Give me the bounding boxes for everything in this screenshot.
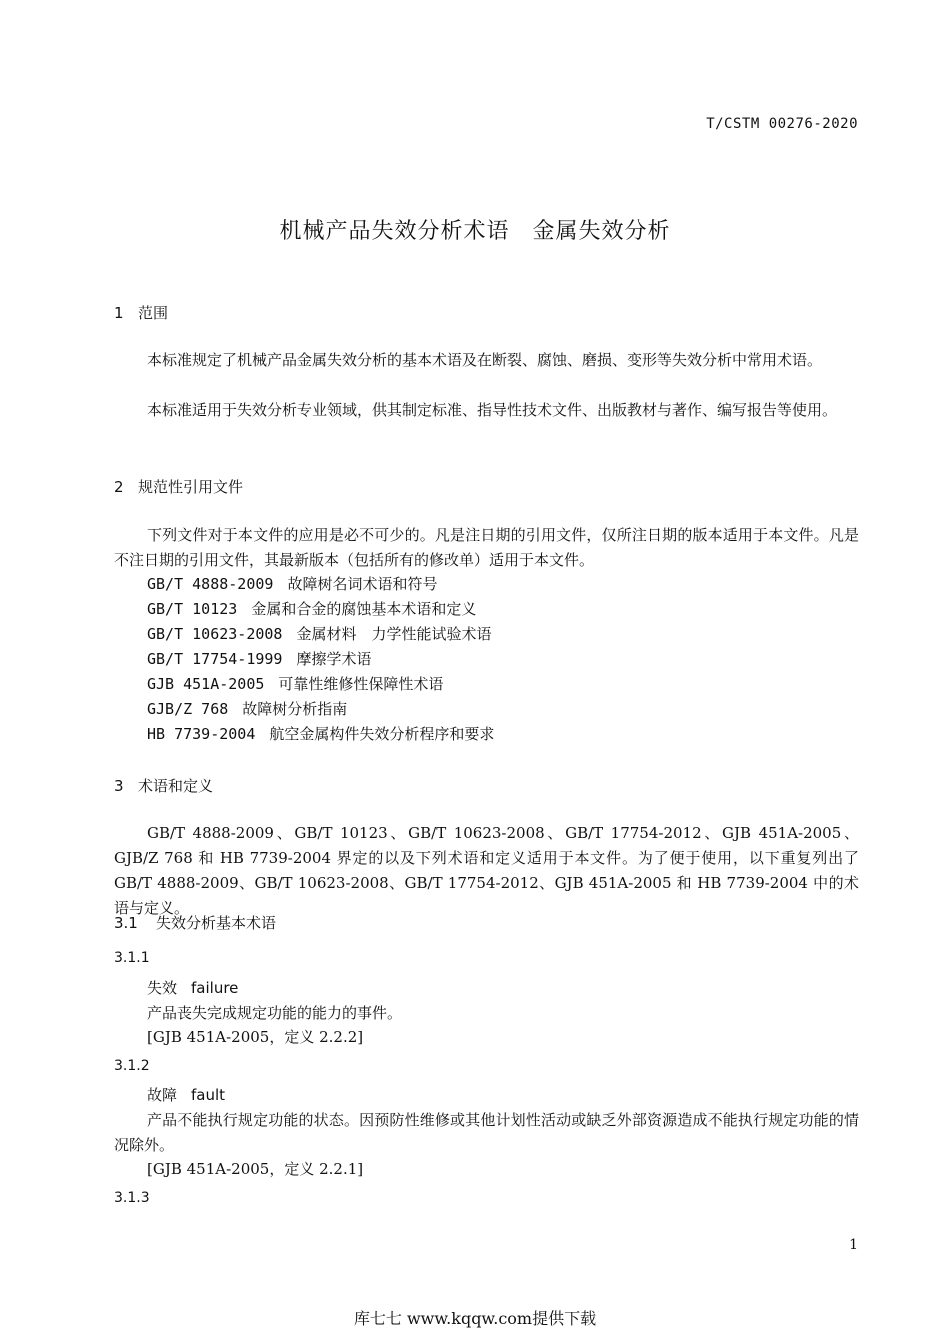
section-heading-scope <box>114 302 168 323</box>
reference-code: GJB/Z 768 <box>147 700 229 718</box>
reference-code: GB/T 17754-1999 <box>147 650 283 668</box>
reference-code: GB/T 10623-2008 <box>147 625 283 643</box>
subsection-number: 3.1 <box>114 914 138 932</box>
reference-item <box>147 598 476 619</box>
section-number: 1 <box>114 304 124 322</box>
scope-paragraph-2: 本标准适用于失效分析专业领域，供其制定标准、指导性技术文件、出版教材与著作、编写报告等使用。 <box>147 401 838 419</box>
term-number: 3.1.3 <box>114 1190 150 1206</box>
document-code: T/CSTM 00276-2020 <box>706 116 858 132</box>
reference-title: 可靠性维修性保障性术语 <box>278 675 444 693</box>
document-title: 机械产品失效分析术语 金属失效分析 <box>279 219 671 244</box>
section-heading-normative-refs <box>114 476 243 497</box>
reference-title: 摩擦学术语 <box>296 650 372 668</box>
section-number: 3 <box>114 777 124 795</box>
download-footer: 库七七 www.kqqw.com提供下载 <box>353 1309 597 1328</box>
term-definition: 产品不能执行规定功能的状态。因预防性维修或其他计划性活动或缺乏外部资源造成不能执行规定功能的情况除外。 <box>114 1111 859 1154</box>
reference-item <box>147 673 443 694</box>
normative-refs-paragraph: 下列文件对于本文件的应用是必不可少的。凡是注日期的引用文件，仅所注日期的版本适用于本文件。凡是不注日期的引用文件，其最新版本（包括所有的修改单）适用于本文件。 <box>114 526 859 569</box>
term-name <box>147 977 238 998</box>
term-zh: 失效 <box>147 979 178 997</box>
reference-title: 故障树名词术语和符号 <box>287 575 438 593</box>
term-definition: 产品丧失完成规定功能的能力的事件。 <box>147 1004 403 1022</box>
term-source: [GJB 451A-2005，定义 2.2.1] <box>147 1160 364 1178</box>
page-number: 1 <box>849 1237 858 1253</box>
reference-code: HB 7739-2004 <box>147 725 256 743</box>
reference-item <box>147 723 494 744</box>
term-en: failure <box>191 979 239 997</box>
reference-item <box>147 573 437 594</box>
reference-item <box>147 648 371 669</box>
reference-title: 故障树分析指南 <box>242 700 348 718</box>
section-title: 范围 <box>138 304 169 322</box>
reference-title: 金属和合金的腐蚀基本术语和定义 <box>251 600 477 618</box>
terms-intro-paragraph: GB/T 4888-2009、GB/T 10123、GB/T 10623-2008、GB/T 17754-2012、GJB 451A-2005、GJB/Z 768 和 HB 7739-2004 界定的以及下列术语和定义适用于本文件。为了便于使用，以下重复列出了 GB/T 4888-2009、GB/T 10623-2008、GB/T 17754-2012、GJB 451A-2005 和 HB 7739-2004 中的术语与定义。 <box>114 824 859 917</box>
section-title: 规范性引用文件 <box>138 478 244 496</box>
term-number: 3.1.1 <box>114 950 150 966</box>
section-number: 2 <box>114 478 124 496</box>
section-title: 术语和定义 <box>138 777 214 795</box>
term-number: 3.1.2 <box>114 1058 150 1074</box>
subsection-title: 失效分析基本术语 <box>156 914 277 932</box>
reference-title: 航空金属构件失效分析程序和要求 <box>269 725 495 743</box>
reference-code: GB/T 4888-2009 <box>147 575 274 593</box>
scope-paragraph-1: 本标准规定了机械产品金属失效分析的基本术语及在断裂、腐蚀、磨损、变形等失效分析中常用术语。 <box>147 351 823 369</box>
term-name <box>147 1084 225 1105</box>
term-zh: 故障 <box>147 1086 178 1104</box>
reference-item <box>147 623 491 644</box>
reference-title: 金属材料 力学性能试验术语 <box>296 625 492 643</box>
term-en: fault <box>191 1086 226 1104</box>
reference-item <box>147 698 347 719</box>
reference-code: GJB 451A-2005 <box>147 675 265 693</box>
subsection-heading <box>114 912 276 933</box>
term-source: [GJB 451A-2005，定义 2.2.2] <box>147 1028 364 1046</box>
section-heading-terms <box>114 775 213 796</box>
reference-code: GB/T 10123 <box>147 600 238 618</box>
